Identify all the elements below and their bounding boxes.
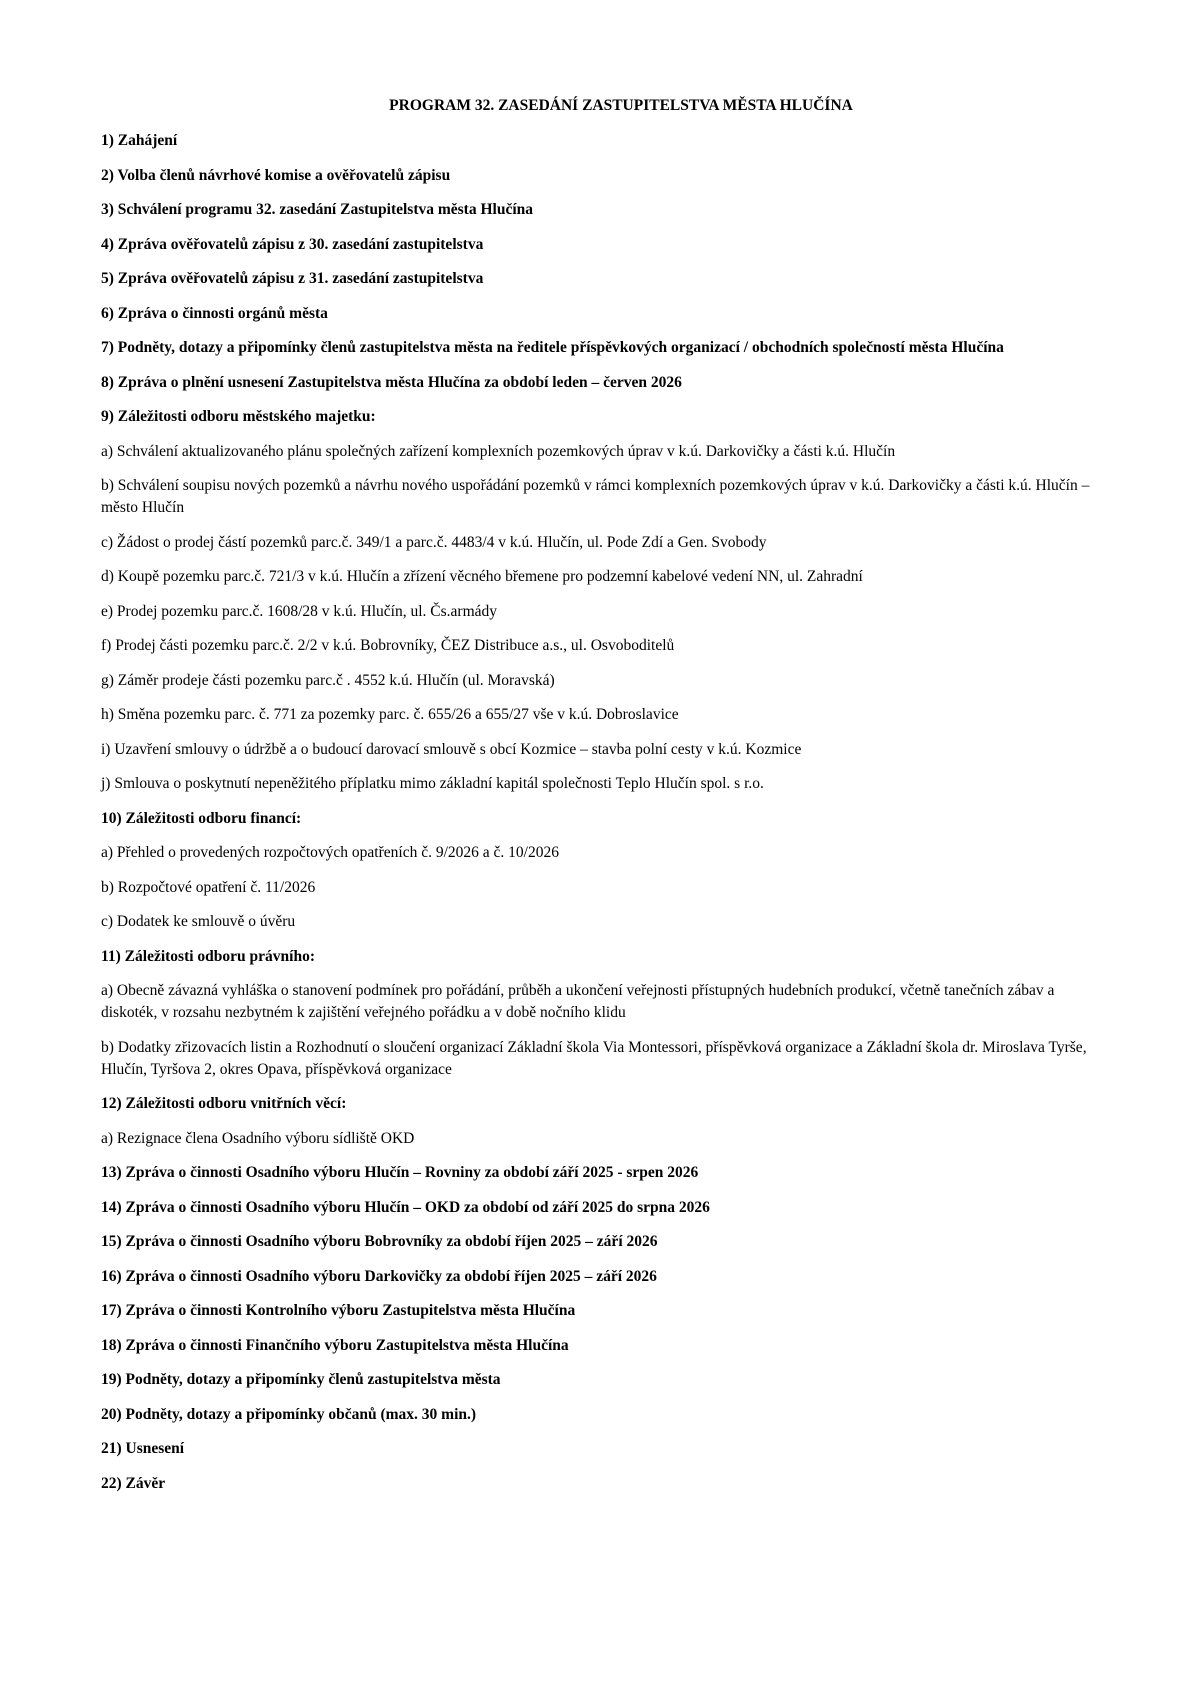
agenda-item: 6) Zpráva o činnosti orgánů města <box>101 304 328 322</box>
agenda-subitem: g) Záměr prodeje části pozemku parc.č . 4552 k.ú. Hlučín (ul. Moravská) <box>101 671 555 689</box>
agenda-subitem: a) Přehled o provedených rozpočtových opatřeních č. 9/2026 a č. 10/2026 <box>101 844 559 861</box>
agenda-subitem: f) Prodej části pozemku parc.č. 2/2 v k.ú. Bobrovníky, ČEZ Distribuce a.s., ul. Osvoboditelů <box>101 637 675 654</box>
agenda-subitem: c) Žádost o prodej částí pozemků parc.č. 349/1 a parc.č. 4483/4 v k.ú. Hlučín, ul. Pode Zdí a Gen. Svobody <box>101 533 767 551</box>
agenda-item: 1) Zahájení <box>101 132 178 149</box>
agenda-item: 5) Zpráva ověřovatelů zápisu z 31. zasedání zastupitelstva <box>101 270 484 287</box>
agenda-subitem: a) Obecně závazná vyhláška o stanovení podmínek pro pořádání, průběh a ukončení veřejnosti přístupných hudebních produkcí, včetně tanečních zábav a diskoték, v rozsahu nezbytném k zajištění veřejného pořádku a v době nočního klidu <box>101 982 1055 1021</box>
agenda-subitem: c) Dodatek ke smlouvě o úvěru <box>101 913 296 930</box>
agenda-subitem: b) Schválení soupisu nových pozemků a návrhu nového uspořádání pozemků v rámci komplexních pozemkových úprav v k.ú. Darkovičky a části k.ú. Hlučín – město Hlučín <box>101 477 1090 516</box>
agenda-subitem: j) Smlouva o poskytnutí nepeněžitého příplatku mimo základní kapitál společnosti Teplo Hlučín spol. s r.o. <box>101 775 764 792</box>
agenda-item: 8) Zpráva o plnění usnesení Zastupitelstva města Hlučína za období leden – červen 2026 <box>101 373 682 391</box>
agenda-item: 18) Zpráva o činnosti Finančního výboru Zastupitelstva města Hlučína <box>101 1336 569 1354</box>
agenda-subitem: e) Prodej pozemku parc.č. 1608/28 v k.ú. Hlučín, ul. Čs.armády <box>101 602 498 620</box>
agenda-item: 3) Schválení programu 32. zasedání Zastupitelstva města Hlučína <box>101 201 534 218</box>
agenda-item: 13) Zpráva o činnosti Osadního výboru Hlučín – Rovniny za období září 2025 - srpen 2026 <box>101 1164 699 1181</box>
agenda-subitem: a) Schválení aktualizovaného plánu společných zařízení komplexních pozemkových úprav v k.ú. Darkovičky a části k.ú. Hlučín <box>101 442 896 460</box>
agenda-item: 19) Podněty, dotazy a připomínky členů zastupitelstva města <box>101 1371 501 1388</box>
agenda-item: 21) Usnesení <box>101 1440 185 1457</box>
agenda-item: 4) Zpráva ověřovatelů zápisu z 30. zasedání zastupitelstva <box>101 235 484 253</box>
agenda-item: 16) Zpráva o činnosti Osadního výboru Darkovičky za období říjen 2025 – září 2026 <box>101 1267 657 1285</box>
agenda-item: 10) Záležitosti odboru financí: <box>101 809 302 827</box>
agenda-item: 15) Zpráva o činnosti Osadního výboru Bobrovníky za období říjen 2025 – září 2026 <box>101 1233 658 1250</box>
agenda-item: 7) Podněty, dotazy a připomínky členů zastupitelstva města na ředitele příspěvkových organizací / obchodních společností města Hlučína <box>101 339 1004 356</box>
agenda-subitem: d) Koupě pozemku parc.č. 721/3 v k.ú. Hlučín a zřízení věcného břemene pro podzemní kabelové vedení NN, ul. Zahradní <box>101 568 863 585</box>
agenda-subitem: a) Rezignace člena Osadního výboru sídliště OKD <box>101 1129 415 1147</box>
agenda-item: 17) Zpráva o činnosti Kontrolního výboru Zastupitelstva města Hlučína <box>101 1302 576 1319</box>
agenda-list <box>101 130 1111 1495</box>
agenda-item: 20) Podněty, dotazy a připomínky občanů (max. 30 min.) <box>101 1405 477 1423</box>
agenda-item: 2) Volba členů návrhové komise a ověřovatelů zápisu <box>101 166 451 184</box>
agenda-item: 12) Záležitosti odboru vnitřních věcí: <box>101 1095 347 1112</box>
agenda-item: 14) Zpráva o činnosti Osadního výboru Hlučín – OKD za období od září 2025 do srpna 2026 <box>101 1198 710 1216</box>
agenda-subitem: i) Uzavření smlouvy o údržbě a o budoucí darovací smlouvě s obcí Kozmice – stavba polní cesty v k.ú. Kozmice <box>101 740 802 758</box>
agenda-subitem: b) Dodatky zřizovacích listin a Rozhodnutí o sloučení organizací Základní škola Via Montessori, příspěvková organizace a Základní škola dr. Miroslava Tyrše, Hlučín, Tyršova 2, okres Opava, příspěvková organizace <box>101 1038 1087 1078</box>
document-page <box>101 96 1111 1507</box>
agenda-item: 22) Závěr <box>101 1474 166 1492</box>
agenda-item: 11) Záležitosti odboru právního: <box>101 947 316 965</box>
document-title: PROGRAM 32. ZASEDÁNÍ ZASTUPITELSTVA MĚSTA HLUČÍNA <box>389 97 853 114</box>
agenda-subitem: h) Směna pozemku parc. č. 771 za pozemky parc. č. 655/26 a 655/27 vše v k.ú. Dobroslavice <box>101 706 679 723</box>
agenda-subitem: b) Rozpočtové opatření č. 11/2026 <box>101 878 316 896</box>
agenda-item: 9) Záležitosti odboru městského majetku: <box>101 408 376 425</box>
